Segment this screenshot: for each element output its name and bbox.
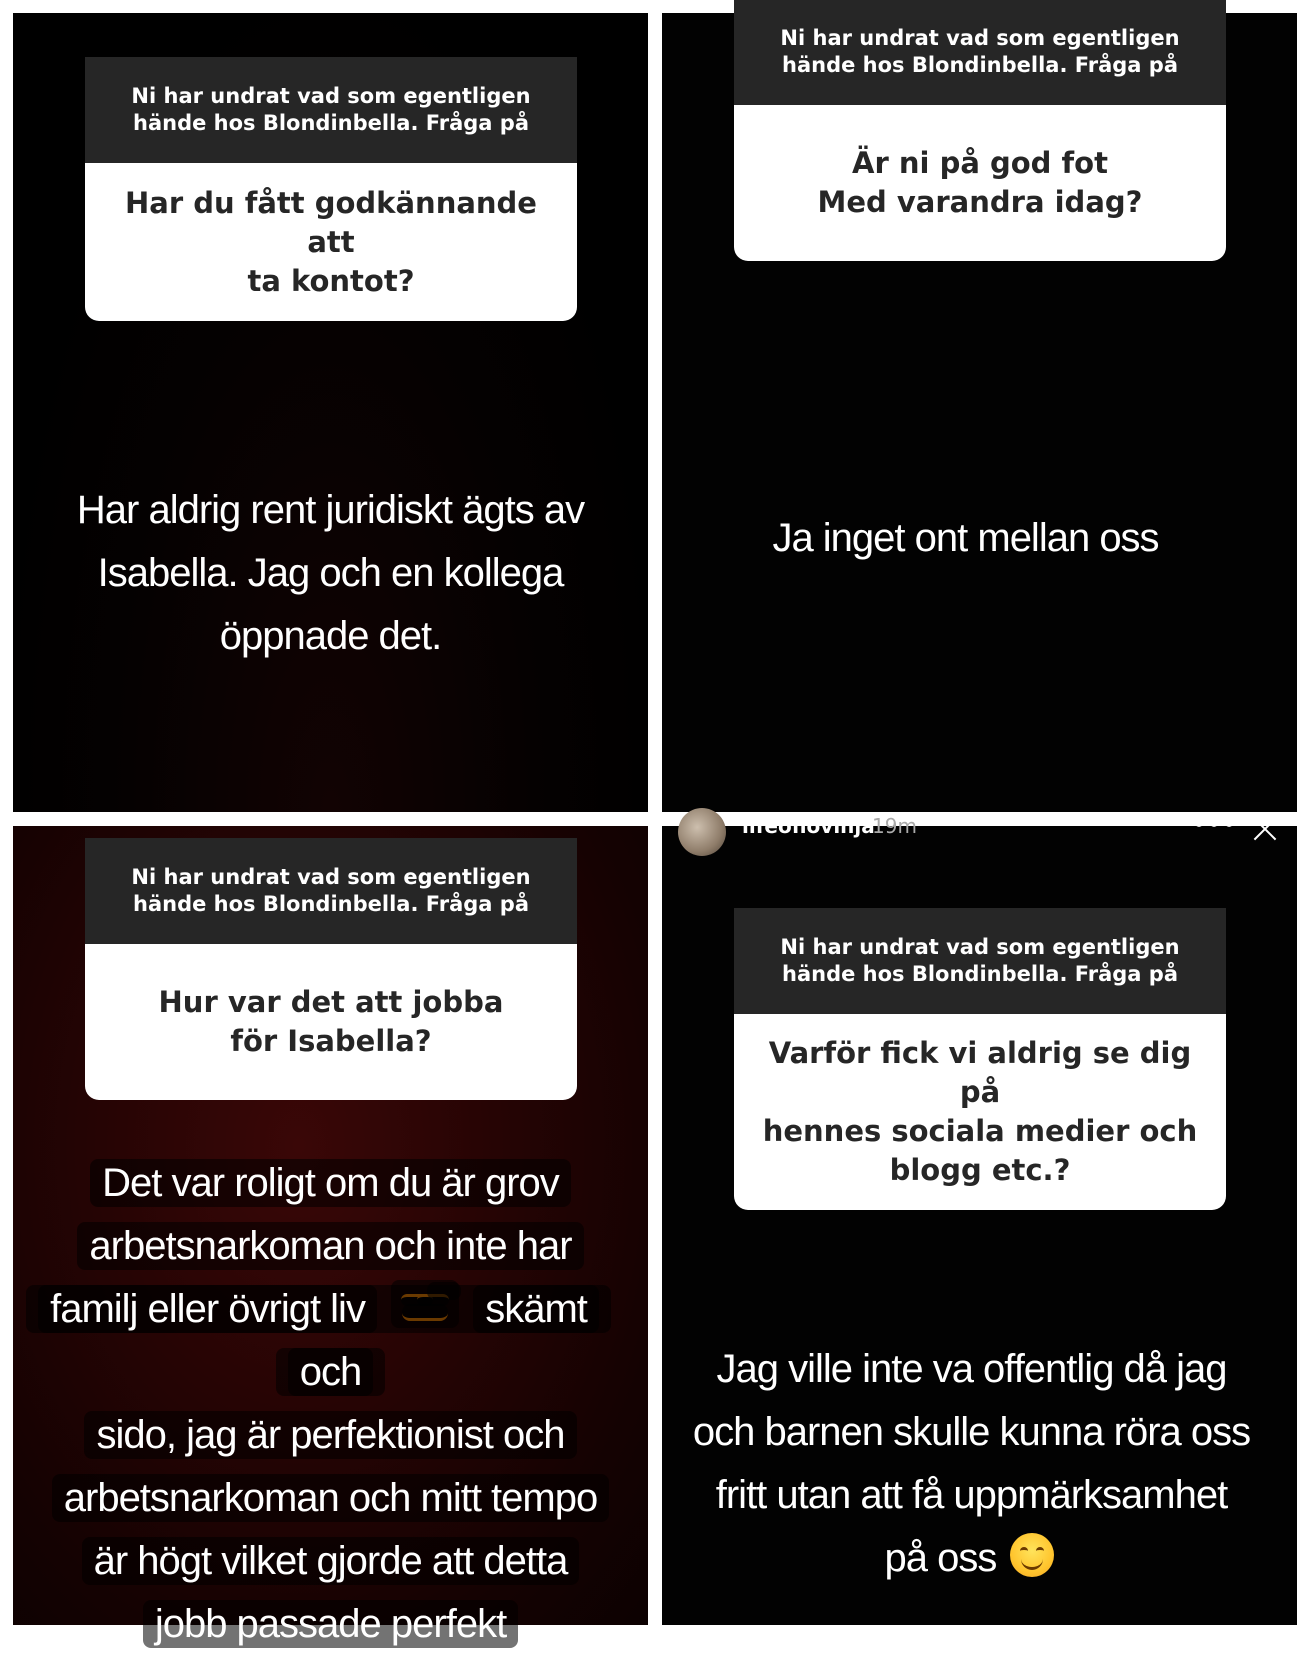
question-line: Är ni på god fot (852, 146, 1108, 180)
question-card (734, 0, 1226, 261)
question-text (734, 105, 1226, 261)
answer-line: Isabella. Jag och en kollega (97, 551, 564, 595)
question-text (85, 163, 577, 321)
story-panel-2 (662, 13, 1297, 812)
avatar[interactable] (678, 808, 726, 856)
question-card (85, 838, 577, 1100)
answer-line: skämt och (288, 1285, 599, 1396)
username[interactable]: lifeofiovinja (742, 814, 875, 838)
post-time: 19m (872, 814, 917, 838)
answer-text (13, 1152, 648, 1656)
header-line: hände hos Blondinbella. Fråga på (133, 111, 529, 135)
answer-line: Ja inget ont mellan oss (772, 516, 1159, 560)
answer-text (13, 479, 648, 668)
header-line: hände hos Blondinbella. Fråga på (782, 53, 1178, 77)
header-line: Ni har undrat vad som egentligen (780, 26, 1180, 50)
question-card-header (85, 57, 577, 163)
header-line: hände hos Blondinbella. Fråga på (782, 962, 1178, 986)
close-icon[interactable] (1250, 814, 1280, 844)
header-line: hände hos Blondinbella. Fråga på (133, 892, 529, 916)
question-line: Har du fått godkännande att (125, 185, 537, 259)
answer-line: arbetsnarkoman och inte har (77, 1222, 583, 1270)
question-line: blogg etc.? (889, 1153, 1071, 1187)
answer-line: fritt utan att få uppmärksamhet (715, 1473, 1228, 1517)
question-card-header (734, 0, 1226, 105)
answer-line: och barnen skulle kunna röra oss (692, 1410, 1251, 1454)
more-dots-icon[interactable]: ••• (1192, 812, 1238, 837)
answer-line: öppnade det. (219, 614, 442, 658)
story-panel-1 (13, 13, 648, 812)
header-line: Ni har undrat vad som egentligen (131, 84, 531, 108)
question-line: ta kontot? (247, 263, 415, 298)
question-line: Med varandra idag? (817, 185, 1143, 219)
answer-line: är högt vilket gjorde att detta (82, 1537, 580, 1585)
question-card-header (85, 838, 577, 944)
answer-line: sido, jag är perfektionist och (84, 1411, 576, 1459)
answer-line: Har aldrig rent juridiskt ägts av (76, 488, 585, 532)
header-line: Ni har undrat vad som egentligen (780, 935, 1180, 959)
answer-line: Jag ville inte va offentlig då jag (716, 1347, 1227, 1391)
question-card-header (734, 908, 1226, 1014)
header-line: Ni har undrat vad som egentligen (131, 865, 531, 889)
emoji-sweat-smile-icon (391, 1280, 459, 1328)
story-panel-4 (662, 812, 1297, 1625)
answer-line: jobb passade perfekt (143, 1600, 518, 1648)
question-text (85, 944, 577, 1100)
answer-line: Det var roligt om du är grov (90, 1159, 571, 1207)
question-text (734, 1014, 1226, 1210)
question-line: Hur var det att jobba (158, 985, 504, 1019)
emoji-smile-icon (1010, 1533, 1054, 1577)
answer-text (654, 1338, 1289, 1590)
question-line: Varför fick vi aldrig se dig på (768, 1036, 1192, 1109)
answer-text (648, 507, 1283, 570)
answer-line: arbetsnarkoman och mitt tempo (52, 1474, 609, 1522)
question-card (734, 908, 1226, 1210)
story-panel-3 (13, 826, 648, 1646)
question-card (85, 57, 577, 321)
answer-line: på oss (884, 1536, 997, 1580)
question-line: hennes sociala medier och (762, 1114, 1198, 1148)
question-line: för Isabella? (230, 1024, 432, 1058)
answer-line: familj eller övrigt liv (38, 1285, 377, 1333)
story-header (662, 812, 1297, 866)
